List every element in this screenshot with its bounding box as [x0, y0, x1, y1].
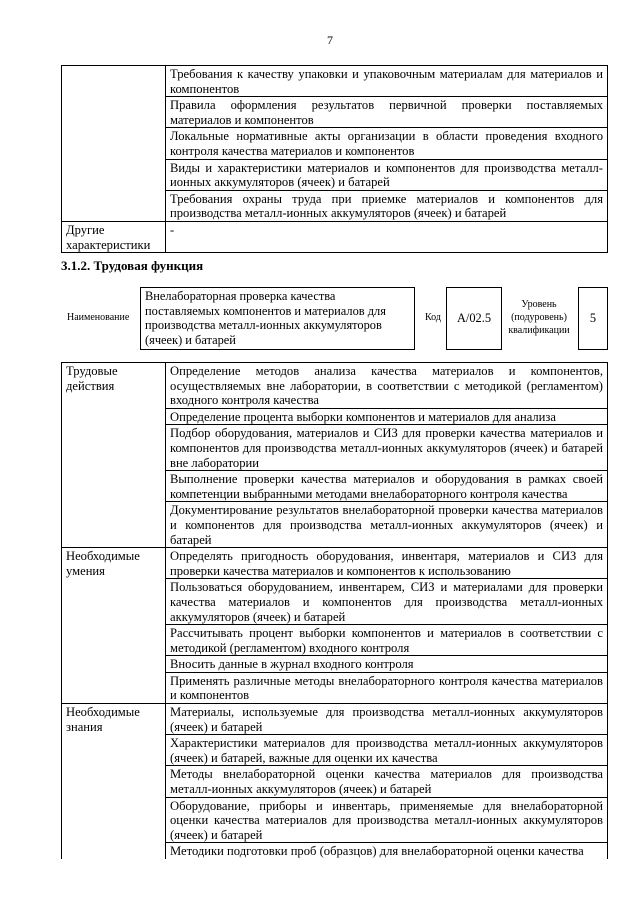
- list-item: Методы внелабораторной оценки качества материалов для производства металл-ионных аккумуляторов (ячеек) и батарей: [166, 766, 608, 797]
- continuation-row: Локальные нормативные акты организации в области проведения входного контроля качества материалов и компонентов: [166, 128, 608, 159]
- group-label-required-skills: Необходимые умения: [62, 548, 166, 704]
- continuation-row: Правила оформления результатов первичной проверки поставляемых материалов и компонентов: [166, 97, 608, 128]
- list-item: Определять пригодность оборудования, инвентаря, материалов и СИЗ для проверки качества материалов и компонентов к использованию: [166, 548, 608, 579]
- list-item: Применять различные методы внелабораторного контроля качества материалов и компонентов: [166, 672, 608, 703]
- list-item: Вносить данные в журнал входного контроля: [166, 656, 608, 673]
- continuation-table: [61, 65, 608, 253]
- function-title: Внелабораторная проверка качества поставляемых компонентов и материалов для производства металл-ионных аккумуляторов (ячеек) и батарей: [140, 287, 415, 350]
- other-characteristics-value: -: [166, 221, 608, 252]
- function-code: A/02.5: [446, 287, 502, 350]
- list-item: Оборудование, приборы и инвентарь, применяемые для внелабораторной оценки качества материалов для производства металл-ионных аккумуляторов (ячеек) и батарей: [166, 797, 608, 843]
- list-item: Определение методов анализа качества материалов и компонентов, осуществляемых вне лаборатории, в соответствии с методикой (регламентом) входного контроля качества: [166, 363, 608, 409]
- labor-function-table: [61, 362, 608, 859]
- table-row: [62, 221, 608, 252]
- table-row: [62, 66, 608, 97]
- group-label-labor-actions: Трудовые действия: [62, 363, 166, 548]
- empty-label-cell: [62, 66, 166, 222]
- page-number: 7: [327, 33, 333, 47]
- table-row: [62, 548, 608, 579]
- list-item: Характеристики материалов для производства металл-ионных аккумуляторов (ячеек) и батарей, важные для оценки их качества: [166, 735, 608, 766]
- list-item: Пользоваться оборудованием, инвентарем, СИЗ и материалами для проверки качества материалов и компонентов для производства металл-ионных аккумуляторов (ячеек) и батарей: [166, 579, 608, 625]
- table-row: [62, 363, 608, 409]
- qualification-level-label: Уровень (подуровень) квалификации: [508, 299, 570, 336]
- list-item: Определение процента выборки компонентов и материалов для анализа: [166, 408, 608, 425]
- table-row: [62, 704, 608, 735]
- continuation-row: Виды и характеристики материалов и компонентов для производства металл-ионных аккумуляторов (ячеек) и батарей: [166, 159, 608, 190]
- continuation-row: Требования к качеству упаковки и упаковочным материалам для материалов и компонентов: [166, 66, 608, 97]
- list-item: Выполнение проверки качества материалов и оборудования в рамках своей компетенции выбранными методами внелабораторного контроля качества: [166, 471, 608, 502]
- name-label: Наименование: [67, 312, 130, 323]
- code-label: Код: [425, 312, 441, 323]
- section-heading: 3.1.2. Трудовая функция: [61, 258, 204, 273]
- list-item: Методики подготовки проб (образцов) для внелабораторной оценки качества: [166, 843, 608, 859]
- list-item: Подбор оборудования, материалов и СИЗ для проверки качества материалов и компонентов для производства металл-ионных аккумуляторов (ячеек) и батарей вне лаборатории: [166, 425, 608, 471]
- qualification-level: 5: [578, 287, 608, 350]
- list-item: Документирование результатов внелабораторной проверки качества материалов и компонентов для производства металл-ионных аккумуляторов (ячеек) и батарей: [166, 502, 608, 548]
- continuation-row: Требования охраны труда при приемке материалов и компонентов для производства металл-ионных аккумуляторов (ячеек) и батарей: [166, 190, 608, 221]
- list-item: Материалы, используемые для производства металл-ионных аккумуляторов (ячеек) и батарей: [166, 704, 608, 735]
- list-item: Рассчитывать процент выборки компонентов и материалов в соответствии с методикой (регламентом) входного контроля: [166, 625, 608, 656]
- group-label-required-knowledge: Необходимые знания: [62, 704, 166, 859]
- other-characteristics-label: Другие характеристики: [62, 221, 166, 252]
